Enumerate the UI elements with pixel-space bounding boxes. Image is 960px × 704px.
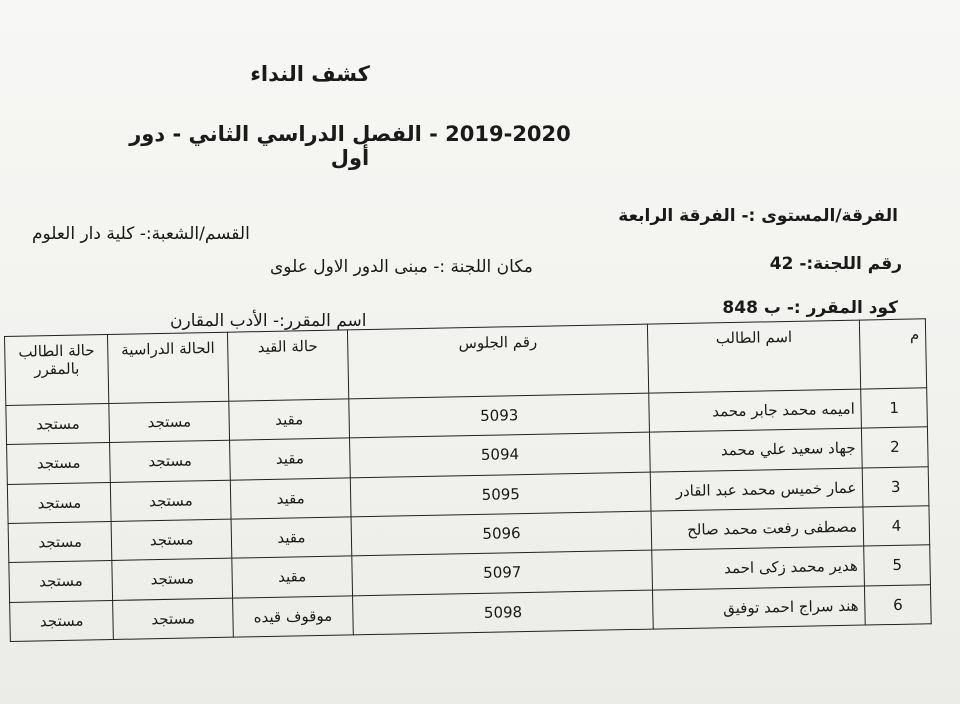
term-subtitle: 2019-2020 - الفصل الدراسي الثاني - دور أول (129, 122, 571, 170)
column-header-seat-number: رقم الجلوس (347, 324, 649, 399)
department-field: القسم/الشعبة:- كلية دار العلوم (32, 224, 250, 244)
enrollment-status: مقيد (232, 556, 353, 598)
column-header-student-name: اسم الطالب (648, 320, 861, 393)
student-name: اميمه محمد جابر محمد (649, 389, 862, 432)
study-status: مستجد (110, 441, 230, 483)
course-name-field: اسم المقرر:- الأدب المقارن (170, 311, 367, 331)
column-header-course-status: حالة الطالب بالمقرر (5, 335, 110, 406)
student-name: مصطفى رفعت محمد صالح (651, 507, 864, 550)
student-name: هدير محمد زكى احمد (652, 546, 865, 589)
seat-number: 5096 (351, 511, 652, 556)
committee-number-field: رقم اللجنة:- 42 (769, 254, 902, 274)
enrollment-status: موقوف قيده (233, 595, 354, 637)
seat-number: 5093 (349, 393, 650, 438)
seat-number: 5094 (350, 432, 651, 477)
student-name: هند سراج احمد توفيق (653, 586, 866, 629)
column-header-number: م (860, 319, 927, 389)
course-code-field: كود المقرر :- ب 848 (722, 298, 898, 318)
study-status: مستجد (111, 519, 231, 561)
attendance-table (4, 318, 932, 642)
enrollment-status: مقيد (231, 517, 352, 559)
level-field: الفرقة/المستوى :- الفرقة الرابعة (618, 206, 898, 226)
enrollment-status: مقيد (230, 438, 351, 480)
column-header-study-status: الحالة الدراسية (108, 332, 229, 403)
enrollment-status: مقيد (229, 399, 350, 441)
page-title: كشف النداء (250, 62, 370, 86)
seat-number: 5098 (353, 590, 654, 635)
study-status: مستجد (111, 480, 231, 522)
course-status: مستجد (10, 600, 114, 641)
column-header-enrollment-status: حالة القيد (227, 330, 348, 401)
enrollment-status: مقيد (230, 478, 351, 520)
seat-number: 5097 (352, 550, 653, 595)
course-status: مستجد (7, 482, 111, 523)
committee-place-field: مكان اللجنة :- مبنى الدور الاول علوى (270, 257, 533, 277)
seat-number: 5095 (350, 472, 651, 517)
row-number: 2 (862, 427, 929, 468)
row-number: 4 (863, 506, 930, 547)
student-name: جهاد سعيد علي محمد (650, 428, 863, 471)
course-status: مستجد (7, 443, 111, 484)
row-number: 5 (864, 545, 931, 586)
course-status: مستجد (8, 521, 112, 562)
row-number: 1 (861, 388, 928, 429)
course-status: مستجد (6, 403, 110, 444)
study-status: مستجد (113, 598, 233, 640)
study-status: مستجد (112, 558, 232, 600)
row-number: 3 (862, 466, 929, 507)
course-status: مستجد (9, 561, 113, 602)
student-name: عمار خميس محمد عبد القادر (651, 468, 864, 511)
row-number: 6 (865, 584, 932, 625)
study-status: مستجد (109, 401, 229, 443)
